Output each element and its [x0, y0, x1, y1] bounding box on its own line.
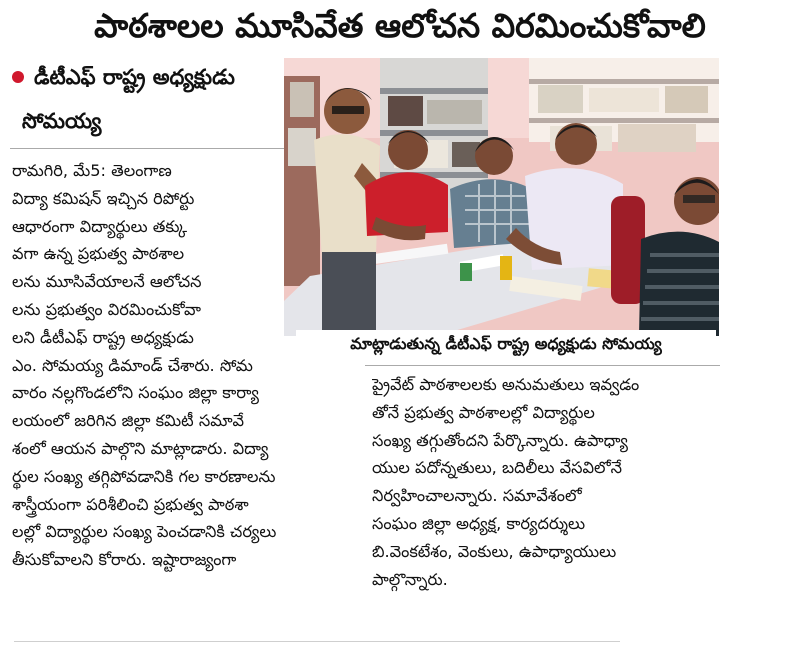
shelf-rail: [380, 88, 488, 94]
article-line: యుల పదోన్నతులు, బదిలీలు వేసవిలోనే: [372, 458, 623, 478]
article-right-column: [372, 371, 727, 593]
article-line: తీసుకోవాలని కోరారు. ఇష్టారాజ్యంగా: [12, 550, 237, 570]
glasses: [332, 106, 364, 114]
article-line: విద్యా కమిషన్ ఇచ్చిన రిపోర్టు: [12, 188, 195, 208]
article-line: పాల్గొన్నారు.: [372, 569, 448, 589]
article-line: ఆధారంగా విద్యార్థులు తక్కు: [12, 216, 188, 236]
book-stack: [589, 88, 659, 112]
person-head: [555, 123, 597, 165]
subheadline: [12, 60, 277, 138]
chair: [611, 196, 645, 304]
article-line: లల్లో విద్యార్థుల సంఖ్య పెంచడానికి చర్యలు: [12, 522, 277, 542]
yellow-cup: [500, 256, 512, 280]
article-line: ప్రైవేట్ పాఠశాలలకు అనుమతులు ఇవ్వడం: [372, 375, 640, 394]
article-line: లని డీటీఎఫ్ రాష్ట్ర అధ్యక్షుడు: [12, 327, 194, 347]
article-line: బి.వెంకటేశం, వెంకులు, ఉపాధ్యాయులు: [372, 541, 617, 561]
article-line: సంఘం జిల్లా అధ్యక్ష, కార్యదర్శులు: [372, 513, 586, 533]
glasses: [683, 195, 715, 203]
article-line: వారం నల్లగొండలోని సంఘం జిల్లా కార్యా: [12, 383, 259, 403]
book-stack: [665, 86, 708, 113]
person-trousers: [322, 252, 376, 336]
meeting-photo: [284, 58, 719, 336]
subheadline-line: డీటీఎఫ్ రాష్ట్ర అధ్యక్షుడు: [12, 60, 277, 94]
paper-stack: [618, 124, 696, 152]
article-line: నిర్వహించాలన్నారు. సమావేశంలో: [372, 486, 582, 506]
file-stack: [388, 96, 423, 126]
photo-caption: మాట్లాడుతున్న డీటీఎఫ్ రాష్ట్ర అధ్యక్షుడు సోమయ్య: [296, 330, 716, 358]
article-line: లను ప్రభుత్వం విరమించుకోవా: [12, 299, 201, 319]
red-bullet-icon: [12, 71, 24, 83]
green-object: [460, 263, 472, 281]
article-line: లను మూసివేయాలనే ఆలోచన: [12, 272, 202, 292]
shelf-edge: [529, 118, 719, 123]
news-photo: [284, 58, 719, 336]
article-line: సంఖ్య తగ్గుతోందని పేర్కొన్నారు. ఉపాధ్యా: [372, 430, 628, 450]
article-line: రామగిరి, మే5: తెలంగాణ: [12, 161, 172, 180]
article-line: తోనే ప్రభుత్వ పాఠశాలల్లో విద్యార్థుల: [372, 402, 595, 422]
subheadline-line: సోమయ్య: [22, 109, 102, 133]
shelf-papers: [288, 128, 316, 166]
article-line: ఎం. సోమయ్య డిమాండ్ చేశారు. సోమ: [12, 355, 253, 375]
shelf-edge: [529, 79, 719, 84]
article-line: వగా ఉన్న ప్రభుత్వ పాఠశాల: [12, 244, 185, 264]
shelf-papers: [290, 82, 314, 117]
file-stack: [427, 100, 482, 124]
caption-rule: [365, 365, 720, 366]
headline: పాఠశాలల మూసివేత ఆలోచన విరమించుకోవాలి: [94, 6, 706, 45]
bottom-rule: [14, 641, 620, 642]
article-line: శాస్త్రీయంగా పరిశీలించి ప్రభుత్వ పాఠశా: [12, 494, 249, 514]
article-line: ర్థుల సంఖ్య తగ్గిపోవడానికి గల కారణాలను: [12, 466, 276, 486]
article-line: శంలో ఆయన పాల్గొని మాట్లాడారు. విద్యా: [12, 438, 269, 458]
book-stack: [538, 85, 583, 113]
article-line: లయంలో జరిగిన జిల్లా కమిటీ సమావే: [12, 411, 245, 431]
